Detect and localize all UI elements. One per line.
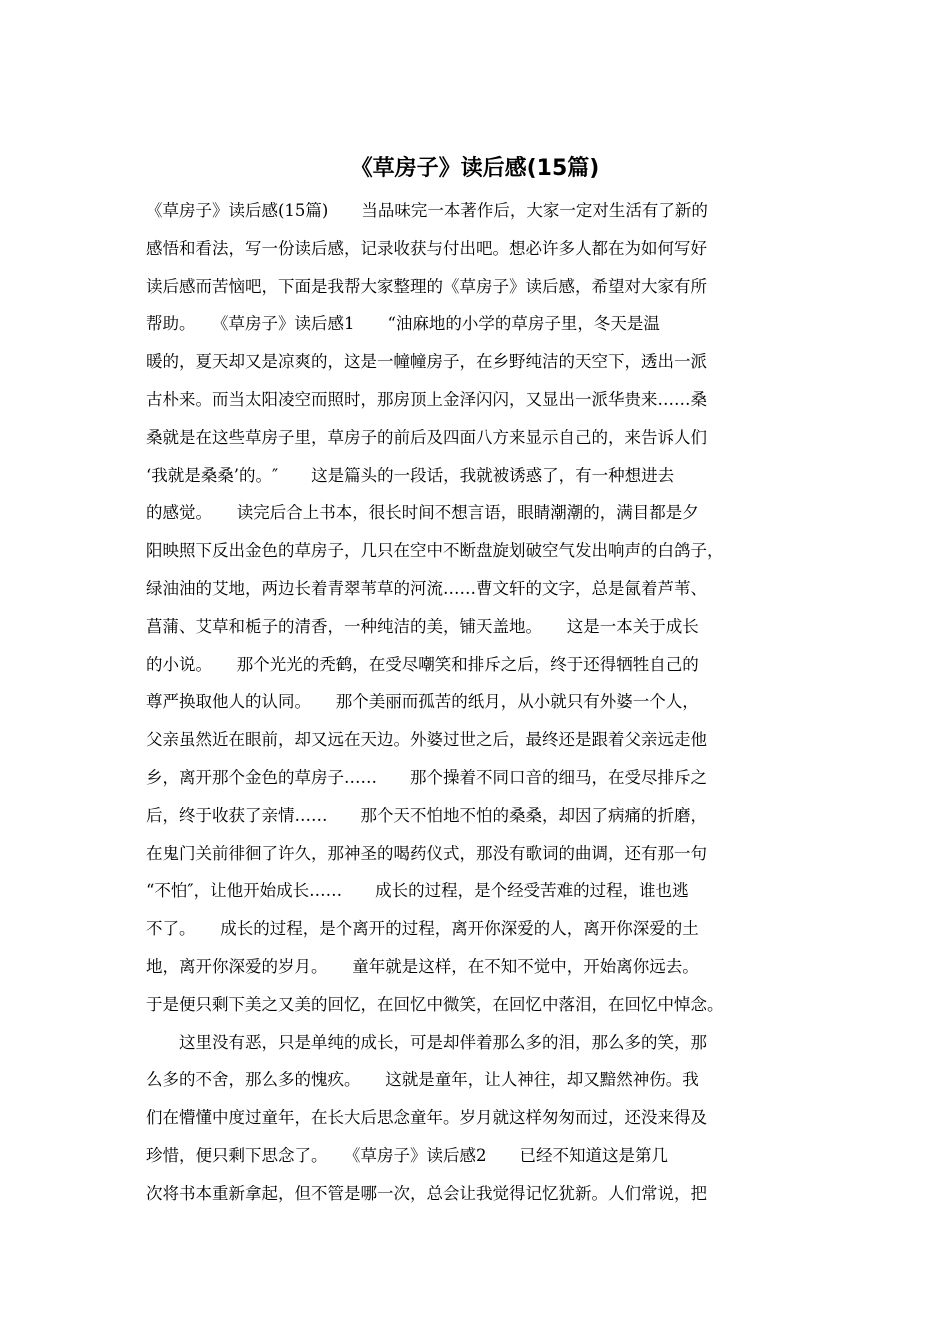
body-line: 在鬼门关前徘徊了许久，那神圣的喝药仪式，那没有歌词的曲调，还有那一句	[146, 843, 707, 863]
body-line: 感悟和看法，写一份读后感，记录收获与付出吧。想必许多人都在为如何写好	[146, 238, 707, 258]
body-line: 么多的不舍，那么多的愧疚。 这就是童年，让人神往，却又黯然神伤。我	[146, 1070, 699, 1090]
body-line: 们在懵懂中度过童年，在长大后思念童年。岁月就这样匆匆而过，还没来得及	[146, 1108, 707, 1128]
body-line: 帮助。 《草房子》读后感1 “油麻地的小学的草房子里，冬天是温	[146, 314, 660, 334]
body-line: 后，终于收获了亲情…… 那个天不怕地不怕的桑桑，却因了病痛的折磨，	[146, 805, 707, 825]
body-line: “不怕″，让他开始成长…… 成长的过程，是个经受苦难的过程，谁也逃	[146, 881, 689, 901]
body-line: 《草房子》读后感(15篇) 当品味完一本著作后，大家一定对生活有了新的	[146, 201, 708, 220]
body-line: 的感觉。 读完后合上书本，很长时间不想言语，眼睛潮潮的，满目都是夕	[146, 503, 699, 523]
body-line: ‘我就是桑桑’的。″ 这是篇头的一段话，我就被诱惑了，有一种想进去	[146, 465, 675, 485]
body-line: 次将书本重新拿起，但不管是哪一次，总会让我觉得记忆犹新。人们常说，把	[146, 1183, 707, 1203]
body-line: 乡，离开那个金色的草房子…… 那个操着不同口音的细马，在受尽排斥之	[146, 767, 707, 787]
body-line: 阳映照下反出金色的草房子，几只在空中不断盘旋划破空气发出响声的白鸽子，	[146, 541, 724, 561]
body-line: 珍惜，便只剩下思念了。 《草房子》读后感2 已经不知道这是第几	[146, 1145, 668, 1165]
body-line: 的小说。 那个光光的秃鹤，在受尽嘲笑和排斥之后，终于还得牺牲自己的	[146, 654, 699, 674]
body-line: 读后感而苦恼吧，下面是我帮大家整理的《草房子》读后感，希望对大家有所	[146, 276, 707, 296]
body-line: 暖的，夏天却又是凉爽的，这是一幢幢房子，在乡野纯洁的天空下，透出一派	[146, 352, 707, 372]
body-line: 不了。 成长的过程，是个离开的过程，离开你深爱的人，离开你深爱的土	[146, 919, 699, 939]
document-body	[146, 192, 826, 1213]
body-line: 古朴来。而当太阳凌空而照时，那房顶上金泽闪闪，又显出一派华贵来……桑	[146, 389, 707, 409]
body-line: 尊严换取他人的认同。 那个美丽而孤苦的纸月，从小就只有外婆一个人，	[146, 692, 699, 712]
body-line: 绿油油的艾地，两边长着青翠苇草的河流……曹文轩的文字，总是氤着芦苇、	[146, 578, 707, 598]
body-line: 父亲虽然近在眼前，却又远在天边。外婆过世之后，最终还是跟着父亲远走他	[146, 730, 707, 750]
body-line: 菖蒲、艾草和栀子的清香，一种纯洁的美，铺天盖地。 这是一本关于成长	[146, 616, 699, 636]
body-line: 桑就是在这些草房子里，草房子的前后及四面八方来显示自己的，来告诉人们	[146, 427, 707, 447]
body-line: 地，离开你深爱的岁月。 童年就是这样，在不知不觉中，开始离你远去。	[146, 956, 699, 976]
body-line: 于是便只剩下美之又美的回忆，在回忆中微笑，在回忆中落泪，在回忆中悼念。	[146, 994, 724, 1014]
document-title: 《草房子》读后感(15篇)	[350, 156, 600, 181]
body-line: 这里没有恶，只是单纯的成长，可是却伴着那么多的泪，那么多的笑，那	[146, 1032, 707, 1052]
